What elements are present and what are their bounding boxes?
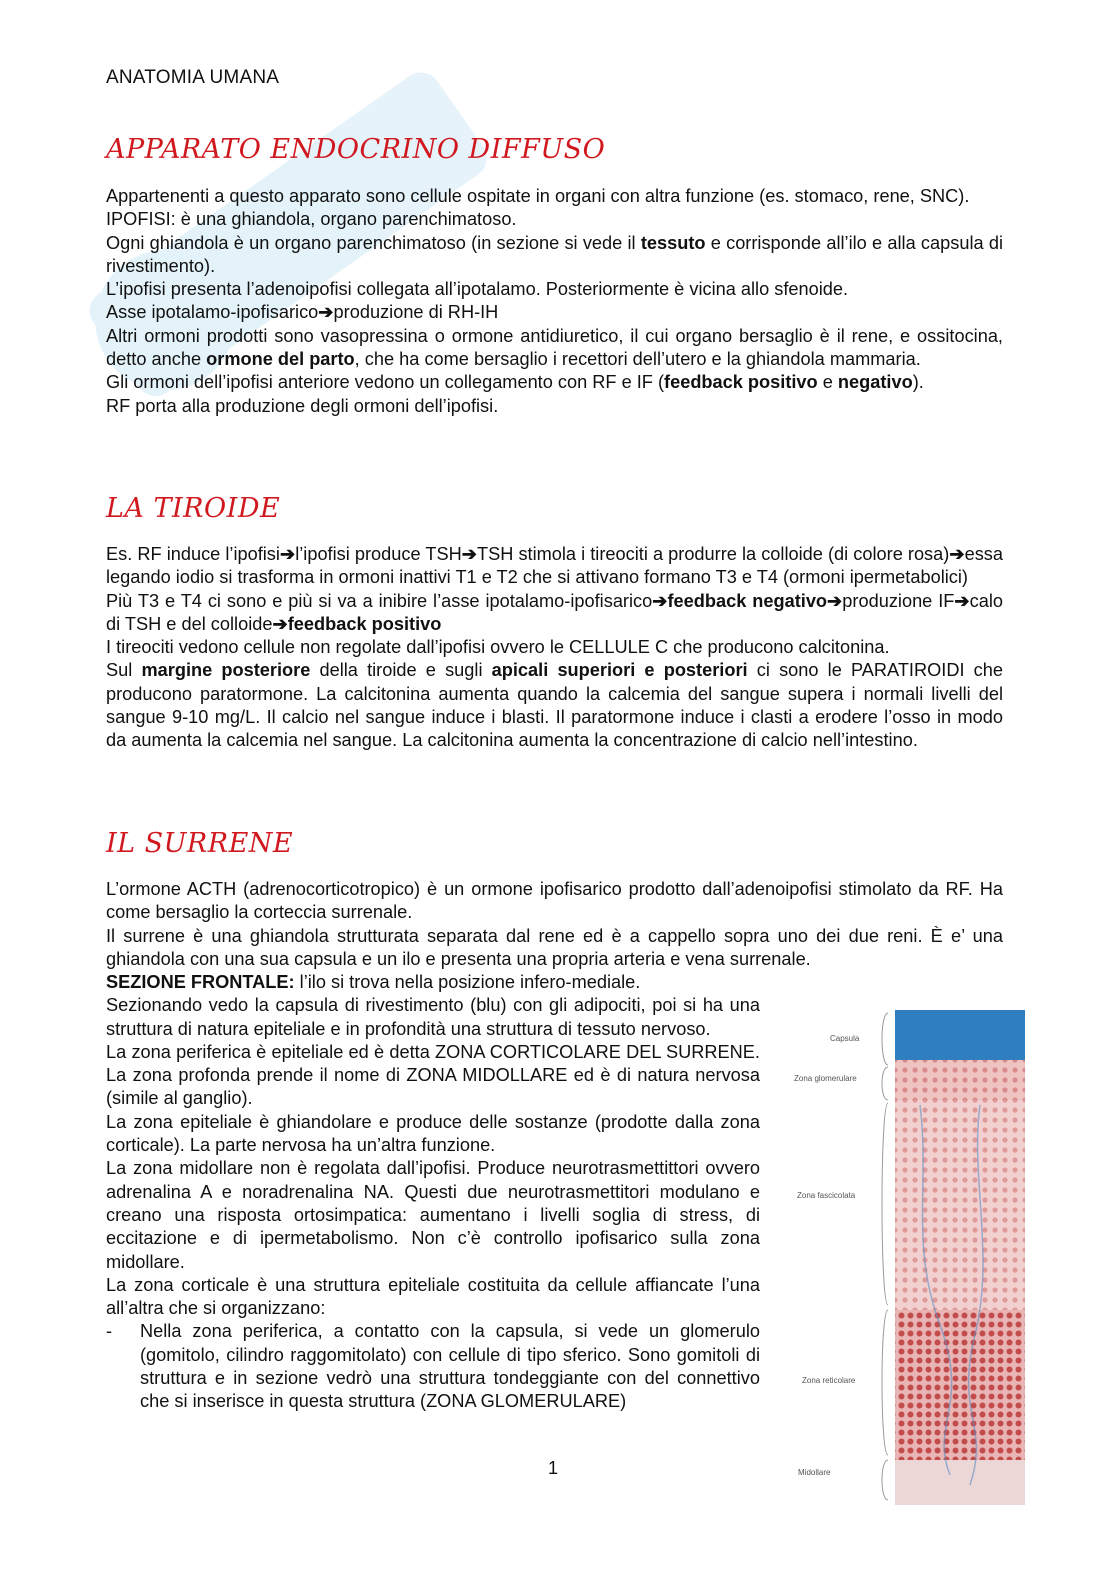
paragraph: Asse ipotalamo-ipofisarico➔produzione di RH-IH xyxy=(106,302,499,323)
arrow-icon: ➔ xyxy=(652,590,668,611)
paragraph: Altri ormoni prodotti sono vasopressina o ormone antidiuretico, il cui organo bersaglio è il rene, e ossitocina, detto anche ormone del parto, che ha come bersaglio i recettori dell’utero e la ghiandola mammaria. xyxy=(106,325,1003,370)
arrow-icon: ➔ xyxy=(318,302,334,323)
section-body-surrene-narrow xyxy=(106,971,760,1414)
arrow-icon: ➔ xyxy=(279,544,296,564)
paragraph: IPOFISI: è una ghiandola, organo parenchimatoso. xyxy=(106,209,517,230)
paragraph: Sezionando vedo la capsula di rivestimento (blu) con gli adipociti, poi si ha una struttura di natura epiteliale e in profondità una struttura di tessuto nervoso. xyxy=(106,995,760,1039)
section-body-endocrino xyxy=(106,185,1003,418)
adrenal-section-figure xyxy=(780,1005,1040,1510)
figure-label-capsula: Capsula xyxy=(830,1034,860,1043)
section-title-tiroide: LA TIROIDE xyxy=(106,493,281,524)
paragraph: La zona midollare non è regolata dall’ipofisi. Produce neurotrasmettittori ovvero adrenalina A e noradrenalina NA. Questi due neurotrasmettitori modulano e creano una risposta ortosimpatica: aumentano i livelli soglia di stress, di eccitazione e di ipermetabolismo. Non c’è controllo ipofisarico sulla zona midollare. xyxy=(106,1158,760,1272)
paragraph: L’ipofisi presenta l’adenoipofisi collegata all’ipotalamo. Posteriormente è vicina allo sfenoide. xyxy=(106,279,849,300)
bullet-dash: - xyxy=(106,1321,113,1342)
arrow-icon: ➔ xyxy=(272,613,288,634)
arrow-icon: ➔ xyxy=(461,544,477,564)
paragraph: SEZIONE FRONTALE: l’ilo si trova nella posizione infero-mediale. xyxy=(106,972,641,992)
paragraph: Es. RF induce l’ipofisi➔l’ipofisi produce TSH➔TSH stimola i tireociti a produrre la colloide (di colore rosa)➔essa legando iodio si trasforma in ormoni inattivi T1 e T2 che si attivano formano T3 e T4 (ormoni ipermetabolici) xyxy=(106,544,1003,588)
paragraph: Appartenenti a questo apparato sono cellule ospitate in organi con altra funzione (es. stomaco, rene, SNC). xyxy=(106,186,970,206)
document-header: ANATOMIA UMANA xyxy=(106,67,280,88)
section-body-tiroide xyxy=(106,543,1003,753)
list-item xyxy=(106,1320,760,1413)
paragraph: L’ormone ACTH (adrenocorticotropico) è un ormone ipofisarico prodotto dall’adenoipofisi stimolato da RF. Ha come bersaglio la corteccia surrenale. xyxy=(106,879,1003,923)
paragraph: La zona epiteliale è ghiandolare e produce delle sostanze (prodotte dalla zona corticale). La parte nervosa ha un’altra funzione. xyxy=(106,1111,760,1156)
midollare xyxy=(895,1460,1025,1505)
figure-label-glomerulare: Zona glomerulare xyxy=(794,1074,857,1083)
paragraph: Gli ormoni dell’ipofisi anteriore vedono un collegamento con RF e IF (feedback positivo e negativo). xyxy=(106,372,924,393)
section-title-surrene: IL SURRENE xyxy=(106,828,294,859)
section-body-surrene xyxy=(106,878,1003,971)
arrow-icon: ➔ xyxy=(949,544,965,564)
paragraph: RF porta alla produzione degli ormoni dell’ipofisi. xyxy=(106,395,499,416)
paragraph: Più T3 e T4 ci sono e più si va a inibire l’asse ipotalamo-ipofisarico➔feedback negativo➔produzione IF➔calo di TSH e del colloide➔feedback positivo xyxy=(106,590,1003,634)
paragraph: La zona corticale è una struttura epiteliale costituita da cellule affiancate l’una all’altra che si organizzano: xyxy=(106,1274,760,1319)
section-title-endocrino: APPARATO ENDOCRINO DIFFUSO xyxy=(106,134,606,165)
paragraph: La zona periferica è epiteliale ed è detta ZONA CORTICOLARE DEL SURRENE. La zona profonda prende il nome di ZONA MIDOLLARE ed è di natura nervosa (simile al ganglio). xyxy=(106,1041,760,1109)
arrow-icon: ➔ xyxy=(954,590,970,611)
page-number: 1 xyxy=(548,1458,559,1478)
paragraph: Ogni ghiandola è un organo parenchimatoso (in sezione si vede il tessuto e corrisponde all’ilo e alla capsula di rivestimento). xyxy=(106,232,1004,276)
figure-label-fascicolata: Zona fascicolata xyxy=(797,1191,856,1200)
list-item-text: Nella zona periferica, a contatto con la capsula, si vede un glomerulo (gomitolo, cilindro raggomitolato) con cellule di tipo sferico. Sono gomitoli di struttura e in sezione vedrò una struttura tondeggiante con del connettivo che si inserisce in questa struttura (ZONA GLOMERULARE) xyxy=(140,1321,760,1412)
paragraph: Il surrene è una ghiandola strutturata separata dal rene ed è a cappello sopra uno dei due reni. È e’ una ghiandola con una sua capsula e un ilo e presenta una propria arteria e vena surrenale. xyxy=(106,925,1003,969)
figure-label-midollare: Midollare xyxy=(798,1468,831,1477)
arrow-icon: ➔ xyxy=(827,590,843,611)
paragraph: I tireociti vedono cellule non regolate dall’ipofisi ovvero le CELLULE C che producono calcitonina. xyxy=(106,637,890,658)
zona-capsule xyxy=(895,1010,1025,1065)
figure-label-reticolare: Zona reticolare xyxy=(802,1376,856,1385)
paragraph: Sul margine posteriore della tiroide e sugli apicali superiori e posteriori ci sono le PARATIROIDI che producono paratormone. La calcitonina aumenta quando la calcemia del sangue supera i normali livelli del sangue 9-10 mg/L. Il calcio nel sangue induce i blasti. Il paratormone induce i clasti a erodere l’osso in modo da aumenta la calcemia nel sangue. La calcitonina aumenta la concentrazione di calcio nell’intestino. xyxy=(106,660,1003,751)
